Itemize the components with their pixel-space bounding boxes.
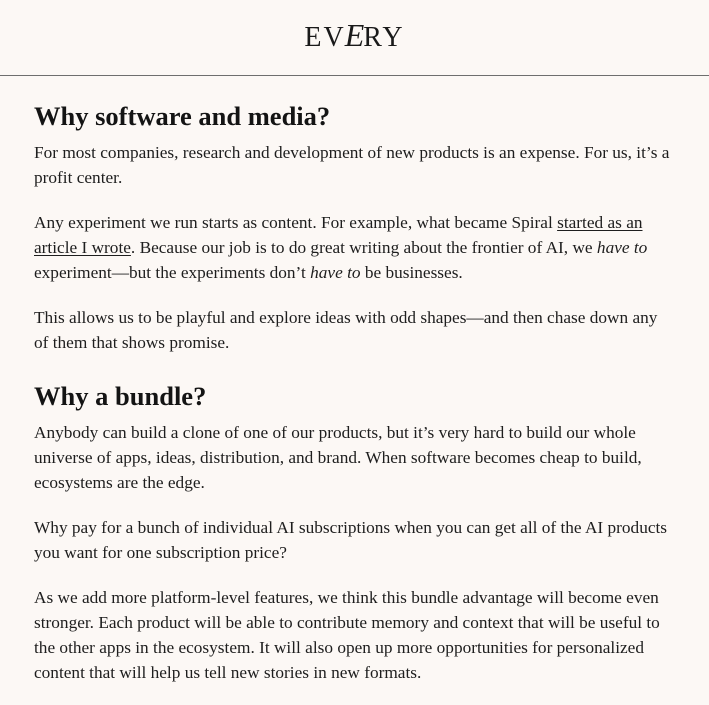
spiral-article-link[interactable]: started as an article I wrote — [34, 213, 643, 257]
paragraph: For most companies, research and development of new products is an expense. For us, it’s a profit center. — [34, 143, 670, 187]
every-logo[interactable] — [0, 18, 709, 55]
text-span: Any experiment we run starts as content. For example, what became Spiral — [34, 213, 558, 232]
paragraph: As we add more platform-level features, we think this bundle advantage will become even stronger. Each product will be able to contribute memory and context that will be useful to the other apps in the ecosystem. It will also open up more opportunities for personalized content that will help us tell new stories in new formats. — [34, 588, 660, 682]
logo-script-letter: E — [344, 17, 365, 53]
paragraph: Why pay for a bunch of individual AI subscriptions when you can get all of the AI products you want for one subscription price? — [34, 518, 668, 562]
emphasis-text: have to — [596, 238, 648, 257]
paragraph: Anybody can build a clone of one of our products, but it’s very hard to build our whole universe of apps, ideas, distribution, and brand. When software becomes cheap to build, ecosystems are the edge. — [34, 423, 642, 492]
site-header — [0, 0, 709, 76]
emphasis-text: have to — [310, 263, 361, 282]
logo-text-left: EV — [304, 22, 346, 53]
text-span: be businesses. — [360, 263, 463, 282]
text-span: . Because our job is to do great writing about the frontier of AI, we — [130, 238, 597, 257]
paragraph — [34, 210, 674, 285]
section-heading-software-media: Why software and media? — [34, 101, 331, 131]
logo-text-right: RY — [363, 22, 405, 53]
section-heading-bundle: Why a bundle? — [34, 381, 207, 411]
text-span: experiment—but the experiments don’t — [34, 263, 311, 282]
paragraph: This allows us to be playful and explore ideas with odd shapes—and then chase down any of them that shows promise. — [34, 308, 658, 352]
article-body — [34, 92, 674, 705]
